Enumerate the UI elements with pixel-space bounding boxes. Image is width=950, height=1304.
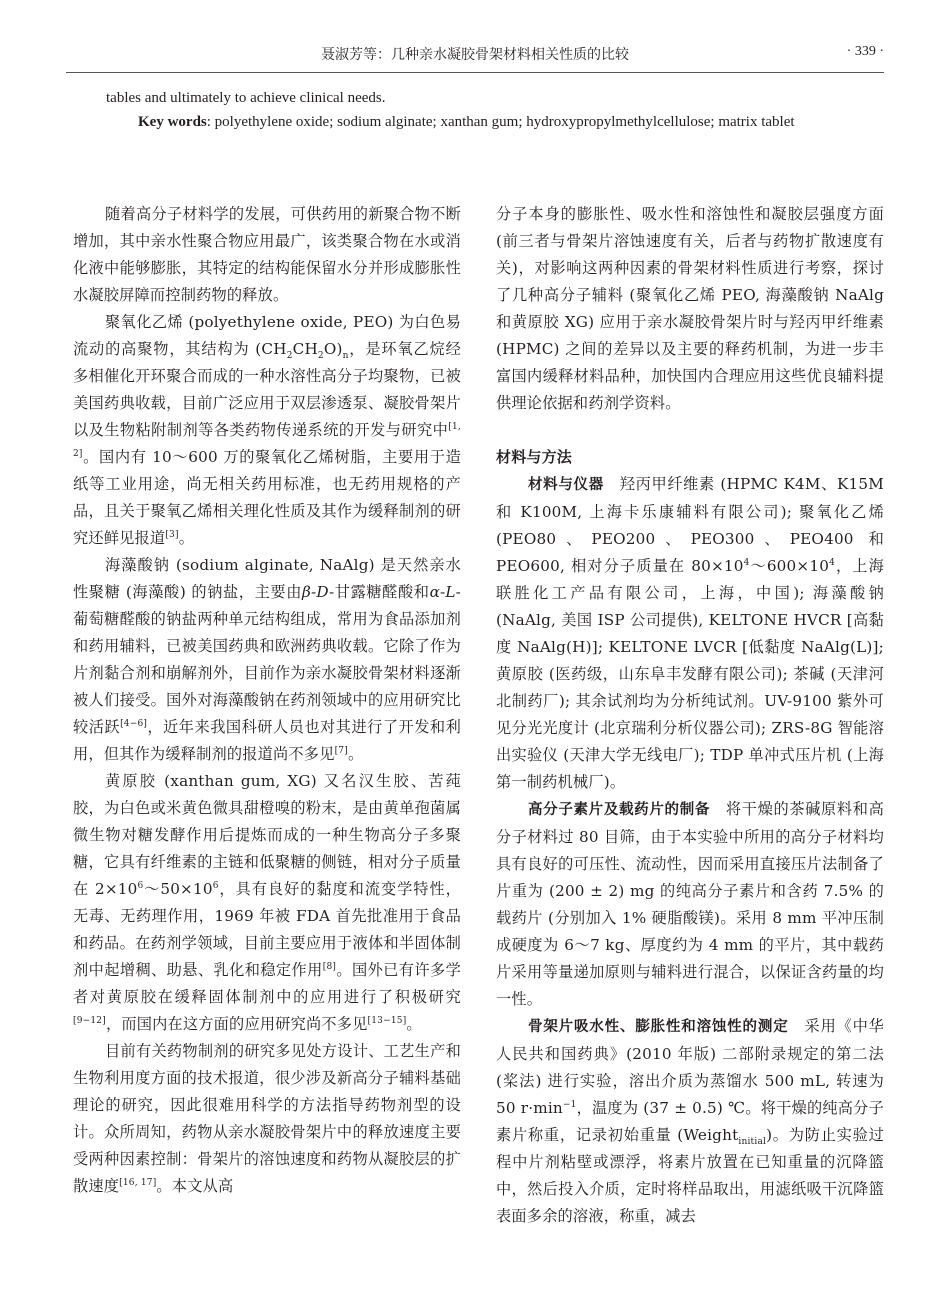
citation: [7] [334,745,348,756]
text-span: 。 [178,529,195,547]
superscript: 6 [212,880,219,891]
text-span: 。国外已有许多学者对黄原胶在缓释固体制剂中的应用进行了积极研究 [73,961,462,1006]
text-span: O) [323,340,343,358]
text-span: 。国内有 10～600 万的聚氧化乙烯树脂，主要用于造纸等工业用途，尚无相关药用标准，也无药用规格的产品，且关于聚氧乙烯相关理化性质及其作为缓释制剂的研究还鲜见报道 [73,448,461,547]
materials-paragraph [496,471,884,796]
italic-text: β-D- [302,583,335,601]
text-span: 。本文从高 [156,1177,234,1195]
subscript: n [342,351,349,362]
superscript: 6 [137,880,144,891]
text-span: ～600×10 [749,557,830,575]
subscript: initial [738,1137,767,1148]
text-span: 。 [406,1015,422,1033]
left-column [73,201,461,1200]
text-span: 采用《中华人民共和国药典》(2010 年版) 二部附录规定的第二法 (桨法) 进行实验，溶出介质为蒸馏水 500 mL, 转速为 50 r·min [496,1017,885,1117]
running-header [66,38,884,73]
keywords-text: : polyethylene oxide; sodium alginate; xanthan gum; hydroxypropylmethylcellulose; matrix tablet [206,114,795,130]
superscript: −1 [562,1099,577,1110]
keywords-label: Key words [138,114,207,130]
text-span: ，上海联胜化工产品有限公司，上海，中国); 海藻酸钠 (NaAlg, 美国 ISP 公司提供), KELTONE HVCR [高黏度 NaAlg(H)]; KELTONE LVCR [低黏度 NaAlg(L)]; 黄原胶 (医药级，山东阜丰发酵有限公司); 茶碱 (天津河北制药厂); 其余试剂均为分析纯试剂。UV-9100 紫外可见分光光度计 (北京瑞利分析仪器公司); ZRS-8G 智能溶出实验仪 (天津大学无线电厂); TDP 单冲式压片机 (上海第一制药机械厂)。 [496,557,884,791]
italic-text: α-L- [429,583,461,601]
superscript: 4 [743,557,750,568]
text-span: CH [292,340,318,358]
text-span: 海藻酸钠 (sodium alginate, NaAlg) 是天然亲水性聚糖 (海藻酸) 的钠盐，主要由 [73,556,461,601]
text-span: 将干燥的茶碱原料和高分子材料过 80 目筛，由于本实验中所用的高分子材料均具有良好的可压性、流动性，因而采用直接压片法制备了片重为 (200 ± 2) mg 的纯高分子素片和含药 7.5% 的载药片 (分别加入 1% 硬脂酸镁)。采用 8 mm 平冲压制成硬度为 6～7 kg、厚度约为 4 mm 的平片，其中载药片采用等量递加原则与辅料进行混合，以保证含药量的均一性。 [496,800,885,1008]
intro-paragraph-5 [73,1038,461,1200]
citation: [9−12] [73,1015,106,1026]
keywords [106,110,848,134]
intro-paragraph-naalg [73,552,461,768]
text-span: 葡萄糖醛酸的钠盐两种单元结构组成，常用为食品添加剂和药用辅料，已被美国药典和欧洲药典收载。它除了作为片剂黏合剂和崩解剂外，目前作为亲水凝胶骨架材料逐渐被人们接受。国外对海藻酸钠在药剂领域中的应用研究比较活跃 [73,610,461,736]
citation: [1, 2] [73,421,461,459]
text-span: 黄原胶 (xanthan gum, XG) 又名汉生胶、苦莼胶，为白色或米黄色微具甜橙嗅的粉末，是由黄单孢菌属微生物对糖发酵作用后提炼而成的一种生物高分子多聚糖，它具有纤维素的主链和低聚糖的侧链，相对分子质量在 2×10 [73,772,461,898]
subscript: 2 [317,351,324,362]
text-span: ，具有良好的黏度和流变学特性，无毒、无药理作用，1969 年被 FDA 首先批准用于食品和药品。在药剂学领域，目前主要应用于液体和半固体制剂中起增稠、助悬、乳化和稳定作用 [73,880,462,979]
abstract-last-line: tables and ultimately to achieve clinical needs. [106,90,386,106]
page-number: · 339 · [846,44,884,59]
right-column [496,201,884,1230]
subsection-title: 骨架片吸水性、膨胀性和溶蚀性的测定 [528,1019,789,1035]
abstract-tail [106,86,848,134]
text-span: )。为防止实验过程中片剂粘壁或漂浮，将素片放置在已知重量的沉降篮中，然后投入介质，定时将样品取出，用滤纸吸干沉降篮表面多余的溶液，称重，减去 [496,1126,884,1225]
intro-paragraph-xg [73,768,461,1038]
text-span: ，温度为 (37 ± 0.5) ℃。将干燥的纯高分子素片称重，记录初始重量 (Weight [496,1099,884,1144]
text-span: ，而国内在这方面的应用研究尚不多见 [105,1015,368,1033]
text-span: 目前有关药物制剂的研究多见处方设计、工艺生产和生物利用度方面的技术报道，很少涉及新高分子辅料基础理论的研究，因此很难用科学的方法指导药物剂型的设计。众所周知，药物从亲水凝胶骨架片中的释放速度主要受两种因素控制：骨架片的溶蚀速度和药物从凝胶层的扩散速度 [73,1042,461,1195]
text-span: 羟丙甲纤维素 (HPMC K4M、K15M 和 K100M, 上海卡乐康辅料有限公司); 聚氧化乙烯 (PEO80、PEO200、PEO300、PEO400 和 PEO600, 相对分子质量在 80×10 [496,475,884,575]
citation: [13−15] [367,1015,407,1026]
intro-paragraph-peo [73,309,461,552]
citation: [8] [322,961,337,972]
superscript: 4 [829,557,835,568]
section-heading: 材料与方法 [496,448,573,466]
text-span: ～50×10 [143,880,213,898]
text-span: 甘露糖醛酸和 [334,583,430,601]
citation: [4−6] [120,718,148,729]
text-span: ，近年来我国科研人员也对其进行了开发和利用，但其作为缓释制剂的报道尚不多见 [73,718,462,763]
intro-continuation: 分子本身的膨胀性、吸水性和溶蚀性和凝胶层强度方面 (前三者与骨架片溶蚀速度有关，后者与药物扩散速度有关)，对影响这两种因素的骨架材料性质进行考察，探讨了几种高分子辅料 (聚氧化乙烯 PEO, 海藻酸钠 NaAlg 和黄原胶 XG) 应用于亲水凝胶骨架片时与羟丙甲纤维素 (HPMC) 之间的差异以及主要的释药机制，为进一步丰富国内缓释材料品种，加快国内合理应用这些优良辅料提供理论依据和药剂学资料。 [496,205,884,412]
swelling-paragraph [496,1013,884,1230]
subscript: 2 [286,351,293,362]
citation: [16, 17] [119,1177,157,1188]
text-span: 聚氧化乙烯 (polyethylene oxide, PEO) 为白色易流动的高聚物，其结构为 (CH [73,313,461,358]
tablet-prep-paragraph [496,796,884,1013]
subsection-title: 材料与仪器 [528,477,604,493]
running-title: 聂淑芳等：几种亲水凝胶骨架材料相关性质的比较 [321,47,629,63]
text-span: 。 [347,745,364,763]
text-span: ，是环氧乙烷经多相催化开环聚合而成的一种水溶性高分子均聚物，已被美国药典收载，目前广泛应用于双层渗透泵、凝胶骨架片以及生物粘附制剂等各类药物传递系统的开发与研究中 [73,340,461,439]
subsection-title: 高分子素片及载药片的制备 [528,802,711,818]
citation: [3] [165,529,179,540]
intro-paragraph-1: 随着高分子材料学的发展，可供药用的新聚合物不断增加，其中亲水性聚合物应用最广，该类聚合物在水或消化液中能够膨胀，其特定的结构能保留水分并形成膨胀性水凝胶屏障而控制药物的释放。 [73,205,461,304]
